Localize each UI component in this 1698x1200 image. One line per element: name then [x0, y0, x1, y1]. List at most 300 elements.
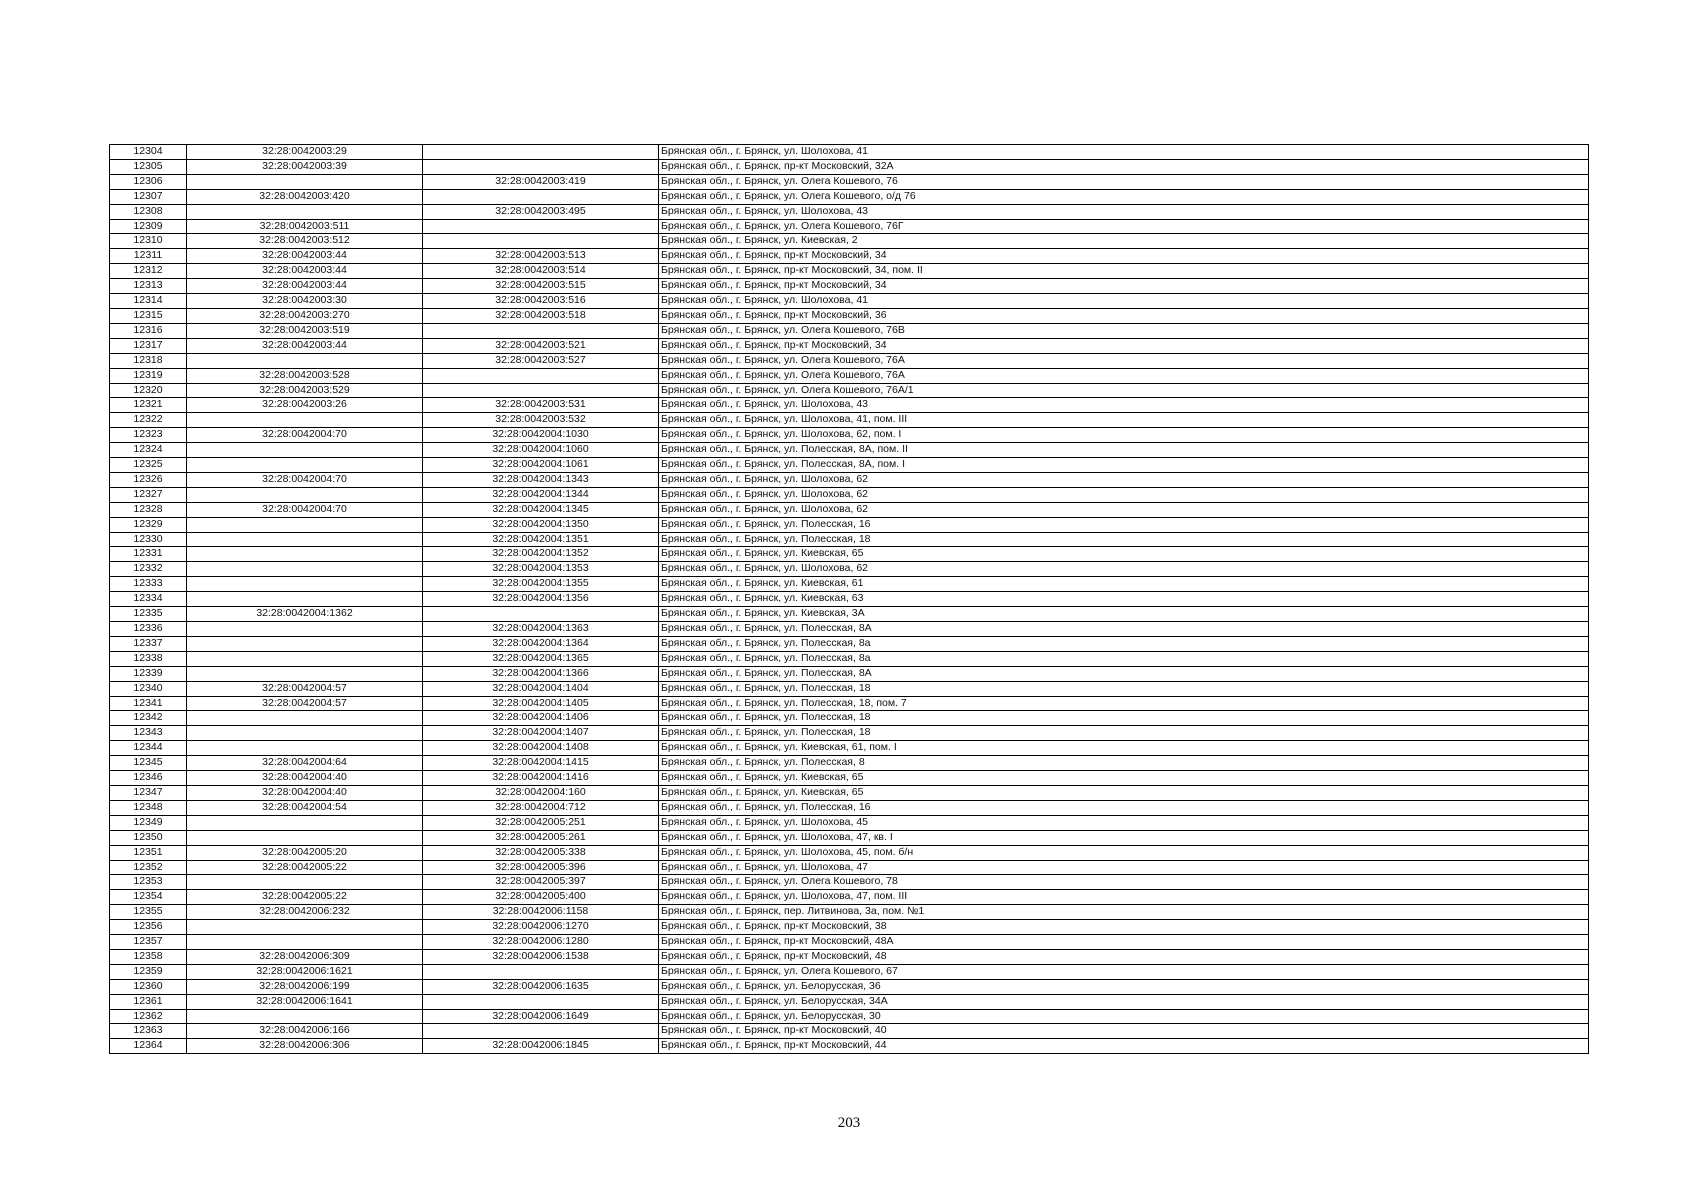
- address-cell: Брянская обл., г. Брянск, ул. Шолохова, 47, кв. I: [659, 830, 1589, 845]
- row-number-cell: 12335: [110, 607, 187, 622]
- table-row: [110, 905, 1589, 920]
- row-number-cell: 12359: [110, 964, 187, 979]
- address-cell: Брянская обл., г. Брянск, ул. Белорусская, 34А: [659, 994, 1589, 1009]
- table-row: [110, 189, 1589, 204]
- address-cell: Брянская обл., г. Брянск, пр-кт Московский, 34, пом. II: [659, 264, 1589, 279]
- related-cadastral-number-cell: 32:28:0042004:1352: [423, 547, 659, 562]
- related-cadastral-number-cell: 32:28:0042004:1353: [423, 562, 659, 577]
- cadastral-number-cell: [187, 726, 423, 741]
- row-number-cell: 12351: [110, 845, 187, 860]
- address-cell: Брянская обл., г. Брянск, ул. Полесская, 18, пом. 7: [659, 696, 1589, 711]
- row-number-cell: 12329: [110, 517, 187, 532]
- related-cadastral-number-cell: [423, 323, 659, 338]
- related-cadastral-number-cell: 32:28:0042004:1407: [423, 726, 659, 741]
- related-cadastral-number-cell: 32:28:0042004:1405: [423, 696, 659, 711]
- row-number-cell: 12346: [110, 771, 187, 786]
- row-number-cell: 12356: [110, 920, 187, 935]
- address-cell: Брянская обл., г. Брянск, ул. Шолохова, 41: [659, 294, 1589, 309]
- table-row: [110, 338, 1589, 353]
- related-cadastral-number-cell: 32:28:0042003:514: [423, 264, 659, 279]
- cadastral-number-cell: [187, 547, 423, 562]
- cadastral-number-cell: 32:28:0042003:528: [187, 368, 423, 383]
- address-cell: Брянская обл., г. Брянск, пер. Литвинова, 3а, пом. №1: [659, 905, 1589, 920]
- cadastral-number-cell: [187, 577, 423, 592]
- table-row: [110, 890, 1589, 905]
- address-cell: Брянская обл., г. Брянск, ул. Шолохова, 62: [659, 472, 1589, 487]
- address-cell: Брянская обл., г. Брянск, ул. Олега Кошевого, 76А: [659, 353, 1589, 368]
- address-cell: Брянская обл., г. Брянск, ул. Полесская, 18: [659, 681, 1589, 696]
- related-cadastral-number-cell: 32:28:0042004:1343: [423, 472, 659, 487]
- table-row: [110, 279, 1589, 294]
- related-cadastral-number-cell: 32:28:0042006:1280: [423, 935, 659, 950]
- row-number-cell: 12324: [110, 443, 187, 458]
- table-row: [110, 413, 1589, 428]
- cadastral-number-cell: 32:28:0042006:199: [187, 979, 423, 994]
- cadastral-number-cell: [187, 920, 423, 935]
- address-cell: Брянская обл., г. Брянск, ул. Киевская, 63: [659, 592, 1589, 607]
- related-cadastral-number-cell: [423, 189, 659, 204]
- table-row: [110, 875, 1589, 890]
- cadastral-number-cell: [187, 532, 423, 547]
- table-row: [110, 145, 1589, 160]
- address-cell: Брянская обл., г. Брянск, ул. Олега Кошевого, 76Г: [659, 219, 1589, 234]
- address-cell: Брянская обл., г. Брянск, пр-кт Московский, 32А: [659, 159, 1589, 174]
- cadastral-number-cell: 32:28:0042003:270: [187, 308, 423, 323]
- cadastral-number-cell: 32:28:0042004:40: [187, 785, 423, 800]
- cadastral-number-cell: [187, 517, 423, 532]
- related-cadastral-number-cell: 32:28:0042006:1538: [423, 949, 659, 964]
- table-row: [110, 353, 1589, 368]
- row-number-cell: 12353: [110, 875, 187, 890]
- table-row: [110, 308, 1589, 323]
- cadastral-number-cell: [187, 622, 423, 637]
- related-cadastral-number-cell: 32:28:0042004:712: [423, 800, 659, 815]
- address-cell: Брянская обл., г. Брянск, ул. Шолохова, 47: [659, 860, 1589, 875]
- address-cell: Брянская обл., г. Брянск, ул. Олега Кошевого, 76: [659, 174, 1589, 189]
- table-row: [110, 368, 1589, 383]
- related-cadastral-number-cell: 32:28:0042005:251: [423, 815, 659, 830]
- cadastral-number-cell: 32:28:0042004:57: [187, 696, 423, 711]
- row-number-cell: 12355: [110, 905, 187, 920]
- table-row: [110, 711, 1589, 726]
- address-cell: Брянская обл., г. Брянск, ул. Киевская, 65: [659, 771, 1589, 786]
- cadastral-number-cell: [187, 458, 423, 473]
- table-row: [110, 174, 1589, 189]
- cadastral-number-cell: 32:28:0042003:512: [187, 234, 423, 249]
- row-number-cell: 12347: [110, 785, 187, 800]
- cadastral-number-cell: [187, 666, 423, 681]
- row-number-cell: 12344: [110, 741, 187, 756]
- row-number-cell: 12315: [110, 308, 187, 323]
- row-number-cell: 12331: [110, 547, 187, 562]
- table-row: [110, 428, 1589, 443]
- related-cadastral-number-cell: 32:28:0042003:419: [423, 174, 659, 189]
- row-number-cell: 12362: [110, 1009, 187, 1024]
- table-row: [110, 562, 1589, 577]
- row-number-cell: 12327: [110, 487, 187, 502]
- address-cell: Брянская обл., г. Брянск, пр-кт Московский, 34: [659, 279, 1589, 294]
- address-cell: Брянская обл., г. Брянск, ул. Киевская, 65: [659, 785, 1589, 800]
- cadastral-number-cell: 32:28:0042006:232: [187, 905, 423, 920]
- address-cell: Брянская обл., г. Брянск, ул. Полесская, 8: [659, 756, 1589, 771]
- related-cadastral-number-cell: 32:28:0042004:1404: [423, 681, 659, 696]
- table-row: [110, 994, 1589, 1009]
- related-cadastral-number-cell: 32:28:0042004:1350: [423, 517, 659, 532]
- table-row: [110, 979, 1589, 994]
- table-row: [110, 636, 1589, 651]
- table-row: [110, 249, 1589, 264]
- cadastral-number-cell: [187, 741, 423, 756]
- cadastral-number-cell: 32:28:0042004:54: [187, 800, 423, 815]
- address-cell: Брянская обл., г. Брянск, ул. Шолохова, 62, пом. I: [659, 428, 1589, 443]
- table-row: [110, 458, 1589, 473]
- related-cadastral-number-cell: 32:28:0042003:527: [423, 353, 659, 368]
- address-cell: Брянская обл., г. Брянск, пр-кт Московский, 48: [659, 949, 1589, 964]
- cadastral-number-cell: 32:28:0042006:1641: [187, 994, 423, 1009]
- row-number-cell: 12363: [110, 1024, 187, 1039]
- address-cell: Брянская обл., г. Брянск, ул. Полесская, 16: [659, 517, 1589, 532]
- row-number-cell: 12354: [110, 890, 187, 905]
- row-number-cell: 12364: [110, 1039, 187, 1054]
- row-number-cell: 12343: [110, 726, 187, 741]
- address-cell: Брянская обл., г. Брянск, ул. Шолохова, 62: [659, 502, 1589, 517]
- row-number-cell: 12361: [110, 994, 187, 1009]
- row-number-cell: 12319: [110, 368, 187, 383]
- related-cadastral-number-cell: 32:28:0042003:513: [423, 249, 659, 264]
- related-cadastral-number-cell: 32:28:0042004:1364: [423, 636, 659, 651]
- table-row: [110, 622, 1589, 637]
- table-row: [110, 845, 1589, 860]
- row-number-cell: 12341: [110, 696, 187, 711]
- row-number-cell: 12326: [110, 472, 187, 487]
- related-cadastral-number-cell: [423, 219, 659, 234]
- table-row: [110, 592, 1589, 607]
- table-row: [110, 771, 1589, 786]
- related-cadastral-number-cell: 32:28:0042003:531: [423, 398, 659, 413]
- row-number-cell: 12318: [110, 353, 187, 368]
- table-row: [110, 502, 1589, 517]
- table-row: [110, 785, 1589, 800]
- table-row: [110, 860, 1589, 875]
- address-cell: Брянская обл., г. Брянск, ул. Киевская, 61, пом. I: [659, 741, 1589, 756]
- row-number-cell: 12337: [110, 636, 187, 651]
- cadastral-number-cell: [187, 174, 423, 189]
- related-cadastral-number-cell: [423, 1024, 659, 1039]
- address-cell: Брянская обл., г. Брянск, ул. Шолохова, 43: [659, 398, 1589, 413]
- cadastral-number-cell: [187, 413, 423, 428]
- cadastral-number-cell: 32:28:0042006:306: [187, 1039, 423, 1054]
- related-cadastral-number-cell: 32:28:0042006:1635: [423, 979, 659, 994]
- related-cadastral-number-cell: 32:28:0042004:1344: [423, 487, 659, 502]
- row-number-cell: 12314: [110, 294, 187, 309]
- related-cadastral-number-cell: 32:28:0042004:1356: [423, 592, 659, 607]
- related-cadastral-number-cell: 32:28:0042005:400: [423, 890, 659, 905]
- row-number-cell: 12306: [110, 174, 187, 189]
- address-cell: Брянская обл., г. Брянск, пр-кт Московский, 48А: [659, 935, 1589, 950]
- related-cadastral-number-cell: 32:28:0042004:1351: [423, 532, 659, 547]
- address-cell: Брянская обл., г. Брянск, ул. Полесская, 8а: [659, 651, 1589, 666]
- cadastral-number-cell: 32:28:0042004:70: [187, 428, 423, 443]
- table-row: [110, 323, 1589, 338]
- row-number-cell: 12352: [110, 860, 187, 875]
- row-number-cell: 12338: [110, 651, 187, 666]
- address-cell: Брянская обл., г. Брянск, ул. Олега Кошевого, 67: [659, 964, 1589, 979]
- row-number-cell: 12322: [110, 413, 187, 428]
- cadastral-number-cell: 32:28:0042004:64: [187, 756, 423, 771]
- related-cadastral-number-cell: 32:28:0042004:1415: [423, 756, 659, 771]
- address-cell: Брянская обл., г. Брянск, пр-кт Московский, 38: [659, 920, 1589, 935]
- table-row: [110, 964, 1589, 979]
- cadastral-number-cell: [187, 636, 423, 651]
- table-row: [110, 532, 1589, 547]
- row-number-cell: 12345: [110, 756, 187, 771]
- row-number-cell: 12360: [110, 979, 187, 994]
- table-row: [110, 830, 1589, 845]
- table-row: [110, 159, 1589, 174]
- cadastral-number-cell: 32:28:0042006:166: [187, 1024, 423, 1039]
- row-number-cell: 12333: [110, 577, 187, 592]
- related-cadastral-number-cell: 32:28:0042004:1363: [423, 622, 659, 637]
- cadastral-number-cell: [187, 711, 423, 726]
- table-row: [110, 607, 1589, 622]
- related-cadastral-number-cell: 32:28:0042004:1060: [423, 443, 659, 458]
- cadastral-number-cell: 32:28:0042005:20: [187, 845, 423, 860]
- cadastral-number-cell: 32:28:0042004:40: [187, 771, 423, 786]
- cadastral-number-cell: 32:28:0042004:1362: [187, 607, 423, 622]
- address-cell: Брянская обл., г. Брянск, пр-кт Московский, 34: [659, 338, 1589, 353]
- row-number-cell: 12317: [110, 338, 187, 353]
- related-cadastral-number-cell: 32:28:0042006:1158: [423, 905, 659, 920]
- table-row: [110, 815, 1589, 830]
- cadastral-number-cell: [187, 830, 423, 845]
- address-cell: Брянская обл., г. Брянск, ул. Полесская, 16: [659, 800, 1589, 815]
- row-number-cell: 12334: [110, 592, 187, 607]
- table-row: [110, 294, 1589, 309]
- table-row: [110, 234, 1589, 249]
- address-cell: Брянская обл., г. Брянск, пр-кт Московский, 40: [659, 1024, 1589, 1039]
- related-cadastral-number-cell: 32:28:0042004:1355: [423, 577, 659, 592]
- cadastral-number-cell: [187, 562, 423, 577]
- row-number-cell: 12323: [110, 428, 187, 443]
- address-cell: Брянская обл., г. Брянск, ул. Шолохова, 45, пом. б/н: [659, 845, 1589, 860]
- table-row: [110, 577, 1589, 592]
- table-row: [110, 800, 1589, 815]
- related-cadastral-number-cell: [423, 159, 659, 174]
- row-number-cell: 12328: [110, 502, 187, 517]
- address-cell: Брянская обл., г. Брянск, ул. Шолохова, 62: [659, 487, 1589, 502]
- row-number-cell: 12320: [110, 383, 187, 398]
- cadastral-number-cell: 32:28:0042004:70: [187, 502, 423, 517]
- related-cadastral-number-cell: 32:28:0042006:1845: [423, 1039, 659, 1054]
- table-row: [110, 204, 1589, 219]
- cadastral-number-cell: 32:28:0042004:57: [187, 681, 423, 696]
- address-cell: Брянская обл., г. Брянск, ул. Полесская, 8А: [659, 622, 1589, 637]
- row-number-cell: 12311: [110, 249, 187, 264]
- row-number-cell: 12332: [110, 562, 187, 577]
- related-cadastral-number-cell: 32:28:0042003:516: [423, 294, 659, 309]
- row-number-cell: 12339: [110, 666, 187, 681]
- row-number-cell: 12349: [110, 815, 187, 830]
- related-cadastral-number-cell: 32:28:0042004:160: [423, 785, 659, 800]
- table-row: [110, 920, 1589, 935]
- address-cell: Брянская обл., г. Брянск, ул. Шолохова, 43: [659, 204, 1589, 219]
- address-cell: Брянская обл., г. Брянск, пр-кт Московский, 36: [659, 308, 1589, 323]
- cadastral-number-cell: 32:28:0042003:30: [187, 294, 423, 309]
- related-cadastral-number-cell: 32:28:0042005:261: [423, 830, 659, 845]
- table-row: [110, 443, 1589, 458]
- related-cadastral-number-cell: 32:28:0042003:518: [423, 308, 659, 323]
- cadastral-number-cell: 32:28:0042006:1621: [187, 964, 423, 979]
- related-cadastral-number-cell: 32:28:0042003:532: [423, 413, 659, 428]
- row-number-cell: 12330: [110, 532, 187, 547]
- table-row: [110, 383, 1589, 398]
- related-cadastral-number-cell: 32:28:0042004:1406: [423, 711, 659, 726]
- address-cell: Брянская обл., г. Брянск, ул. Шолохова, 45: [659, 815, 1589, 830]
- cadastral-number-cell: 32:28:0042003:39: [187, 159, 423, 174]
- cadastral-number-cell: 32:28:0042006:309: [187, 949, 423, 964]
- related-cadastral-number-cell: 32:28:0042005:396: [423, 860, 659, 875]
- cadastral-number-cell: 32:28:0042003:519: [187, 323, 423, 338]
- address-cell: Брянская обл., г. Брянск, ул. Полесская, 8а: [659, 636, 1589, 651]
- registry-table-body: [110, 145, 1589, 1054]
- address-cell: Брянская обл., г. Брянск, ул. Олега Кошевого, 76В: [659, 323, 1589, 338]
- address-cell: Брянская обл., г. Брянск, ул. Полесская, 18: [659, 726, 1589, 741]
- row-number-cell: 12304: [110, 145, 187, 160]
- related-cadastral-number-cell: 32:28:0042006:1649: [423, 1009, 659, 1024]
- table-row: [110, 398, 1589, 413]
- cadastral-number-cell: 32:28:0042003:44: [187, 249, 423, 264]
- related-cadastral-number-cell: 32:28:0042004:1416: [423, 771, 659, 786]
- table-row: [110, 666, 1589, 681]
- cadastral-number-cell: 32:28:0042005:22: [187, 860, 423, 875]
- table-row: [110, 472, 1589, 487]
- row-number-cell: 12348: [110, 800, 187, 815]
- address-cell: Брянская обл., г. Брянск, ул. Киевская, 2: [659, 234, 1589, 249]
- cadastral-number-cell: 32:28:0042003:44: [187, 264, 423, 279]
- related-cadastral-number-cell: 32:28:0042005:338: [423, 845, 659, 860]
- table-row: [110, 547, 1589, 562]
- cadastral-number-cell: 32:28:0042003:44: [187, 338, 423, 353]
- row-number-cell: 12307: [110, 189, 187, 204]
- address-cell: Брянская обл., г. Брянск, ул. Белорусская, 36: [659, 979, 1589, 994]
- related-cadastral-number-cell: [423, 994, 659, 1009]
- cadastral-number-cell: 32:28:0042005:22: [187, 890, 423, 905]
- table-row: [110, 1009, 1589, 1024]
- address-cell: Брянская обл., г. Брянск, пр-кт Московский, 44: [659, 1039, 1589, 1054]
- cadastral-number-cell: [187, 875, 423, 890]
- cadastral-number-cell: 32:28:0042003:29: [187, 145, 423, 160]
- related-cadastral-number-cell: 32:28:0042003:495: [423, 204, 659, 219]
- cadastral-number-cell: [187, 443, 423, 458]
- cadastral-number-cell: 32:28:0042003:529: [187, 383, 423, 398]
- related-cadastral-number-cell: [423, 234, 659, 249]
- row-number-cell: 12305: [110, 159, 187, 174]
- address-cell: Брянская обл., г. Брянск, ул. Полесская, 8А, пом. II: [659, 443, 1589, 458]
- related-cadastral-number-cell: [423, 145, 659, 160]
- address-cell: Брянская обл., г. Брянск, пр-кт Московский, 34: [659, 249, 1589, 264]
- address-cell: Брянская обл., г. Брянск, ул. Полесская, 18: [659, 711, 1589, 726]
- table-row: [110, 651, 1589, 666]
- row-number-cell: 12325: [110, 458, 187, 473]
- address-cell: Брянская обл., г. Брянск, ул. Шолохова, 41, пом. III: [659, 413, 1589, 428]
- table-row: [110, 756, 1589, 771]
- table-row: [110, 741, 1589, 756]
- row-number-cell: 12357: [110, 935, 187, 950]
- address-cell: Брянская обл., г. Брянск, ул. Киевская, 65: [659, 547, 1589, 562]
- table-row: [110, 264, 1589, 279]
- cadastral-number-cell: 32:28:0042003:26: [187, 398, 423, 413]
- table-row: [110, 487, 1589, 502]
- address-cell: Брянская обл., г. Брянск, ул. Полесская, 8А: [659, 666, 1589, 681]
- address-cell: Брянская обл., г. Брянск, ул. Шолохова, 41: [659, 145, 1589, 160]
- row-number-cell: 12309: [110, 219, 187, 234]
- related-cadastral-number-cell: 32:28:0042003:515: [423, 279, 659, 294]
- related-cadastral-number-cell: 32:28:0042006:1270: [423, 920, 659, 935]
- related-cadastral-number-cell: 32:28:0042005:397: [423, 875, 659, 890]
- cadastral-number-cell: 32:28:0042003:511: [187, 219, 423, 234]
- row-number-cell: 12342: [110, 711, 187, 726]
- related-cadastral-number-cell: 32:28:0042004:1061: [423, 458, 659, 473]
- related-cadastral-number-cell: [423, 383, 659, 398]
- cadastral-number-cell: [187, 815, 423, 830]
- related-cadastral-number-cell: [423, 607, 659, 622]
- table-row: [110, 1039, 1589, 1054]
- table-row: [110, 681, 1589, 696]
- table-row: [110, 696, 1589, 711]
- registry-table: [109, 144, 1589, 1054]
- row-number-cell: 12340: [110, 681, 187, 696]
- cadastral-number-cell: [187, 592, 423, 607]
- table-row: [110, 726, 1589, 741]
- address-cell: Брянская обл., г. Брянск, ул. Белорусская, 30: [659, 1009, 1589, 1024]
- address-cell: Брянская обл., г. Брянск, ул. Киевская, 61: [659, 577, 1589, 592]
- table-row: [110, 949, 1589, 964]
- row-number-cell: 12358: [110, 949, 187, 964]
- cadastral-number-cell: [187, 1009, 423, 1024]
- table-row: [110, 219, 1589, 234]
- cadastral-number-cell: [187, 935, 423, 950]
- related-cadastral-number-cell: 32:28:0042004:1365: [423, 651, 659, 666]
- row-number-cell: 12336: [110, 622, 187, 637]
- address-cell: Брянская обл., г. Брянск, ул. Шолохова, 62: [659, 562, 1589, 577]
- cadastral-number-cell: [187, 487, 423, 502]
- related-cadastral-number-cell: 32:28:0042004:1345: [423, 502, 659, 517]
- cadastral-number-cell: [187, 651, 423, 666]
- table-row: [110, 1024, 1589, 1039]
- row-number-cell: 12316: [110, 323, 187, 338]
- address-cell: Брянская обл., г. Брянск, ул. Олега Кошевого, 78: [659, 875, 1589, 890]
- row-number-cell: 12350: [110, 830, 187, 845]
- row-number-cell: 12313: [110, 279, 187, 294]
- address-cell: Брянская обл., г. Брянск, ул. Полесская, 8А, пом. I: [659, 458, 1589, 473]
- related-cadastral-number-cell: 32:28:0042004:1408: [423, 741, 659, 756]
- row-number-cell: 12308: [110, 204, 187, 219]
- cadastral-number-cell: 32:28:0042004:70: [187, 472, 423, 487]
- address-cell: Брянская обл., г. Брянск, ул. Олега Кошевого, о/д 76: [659, 189, 1589, 204]
- cadastral-number-cell: 32:28:0042003:44: [187, 279, 423, 294]
- related-cadastral-number-cell: 32:28:0042004:1366: [423, 666, 659, 681]
- table-row: [110, 517, 1589, 532]
- row-number-cell: 12312: [110, 264, 187, 279]
- cadastral-number-cell: 32:28:0042003:420: [187, 189, 423, 204]
- address-cell: Брянская обл., г. Брянск, ул. Шолохова, 47, пом. III: [659, 890, 1589, 905]
- address-cell: Брянская обл., г. Брянск, ул. Киевская, 3А: [659, 607, 1589, 622]
- related-cadastral-number-cell: [423, 964, 659, 979]
- address-cell: Брянская обл., г. Брянск, ул. Олега Кошевого, 76А: [659, 368, 1589, 383]
- page-number: 203: [837, 1115, 861, 1131]
- address-cell: Брянская обл., г. Брянск, ул. Олега Кошевого, 76А/1: [659, 383, 1589, 398]
- related-cadastral-number-cell: 32:28:0042004:1030: [423, 428, 659, 443]
